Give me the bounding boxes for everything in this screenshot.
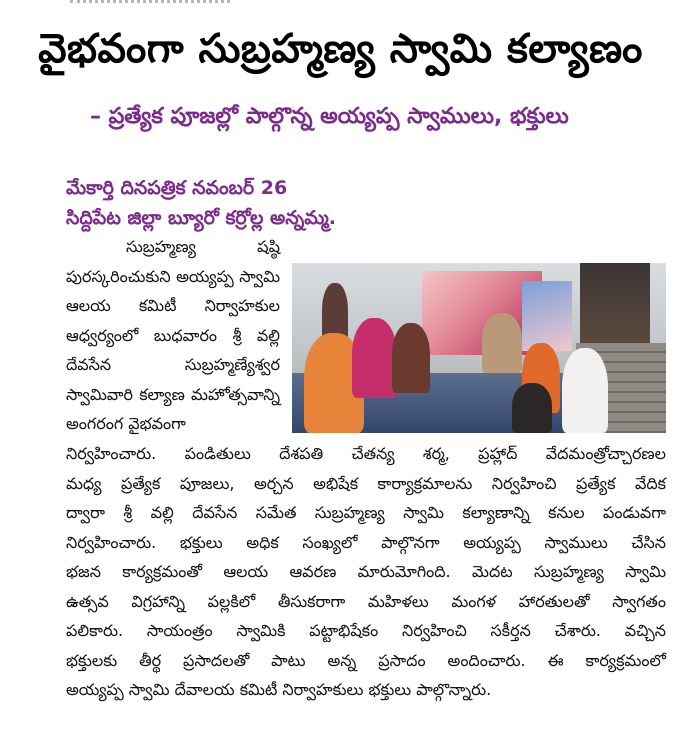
- body-line: నిర్వహించారు. భక్తులు అధిక సంఖ్యలో పాల్గొనగా అయ్యప్ప స్వాములు చేసిన: [66, 532, 666, 552]
- body-line: భజన కార్యక్రమంతో ఆలయ ఆవరణ మారుమోగింది. మెదట సుబ్రహ్మణ్య స్వామి: [66, 562, 666, 581]
- temple-doorway: [580, 263, 650, 343]
- body-line: మధ్య ప్రత్యేక పూజలు, అర్చన అభిషేక కార్యాక్రమాలను నిర్వహించి ప్రత్యేక వేదిక: [66, 473, 666, 493]
- priest-figure: [392, 323, 430, 393]
- deity-banner-secondary: [522, 281, 572, 351]
- subheadline: – ప్రత్యేక పూజల్లో పాల్గొన్న అయ్యప్ప స్వాములు, భక్తులు: [90, 104, 569, 129]
- devotee-figure: [512, 383, 552, 433]
- byline: సిద్దిపేట జిల్లా బ్యూరో కర్రోల్ల అన్నమ్మ.: [66, 207, 337, 229]
- article-body: [66, 439, 666, 705]
- dateline: మేకార్తి దినపత్రిక నవంబర్ 26: [66, 177, 288, 199]
- body-line: భక్తులకు తీర్థ ప్రసాదలతో పాటు అన్న ప్రసాదం అందించారు. ఈ కార్యక్రమంలో: [66, 650, 666, 670]
- body-line: అయ్యప్ప స్వామి దేవాలయ కమిటీ నిర్వాహకులు భక్తులు పాల్గొన్నారు.: [66, 680, 492, 699]
- headline: వైభవంగా సుబ్రహ్మణ్య స్వామి కల్యాణం: [38, 26, 643, 72]
- devotee-figure: [482, 313, 522, 373]
- clipping-edge: [70, 0, 230, 11]
- devotee-figure: [562, 348, 608, 433]
- body-line: నిర్వహించారు. పండితులు దేశపతి చేతన్య శర్మ, ప్రహ్లాద్ వేదమంత్రోచ్చారణల: [66, 444, 666, 463]
- body-line: ఉత్సవ విగ్రహాన్ని పల్లకిలో తీసుకరాగా మహిళలు మంగళ హారతులతో స్వాగతం: [66, 591, 666, 611]
- column-paragraph: సుబ్రహ్మణ్య షష్ఠి పురస్కరించుకుని అయ్యప్ప స్వామి ఆలయ కమిటీ నిర్వాహకుల ఆధ్వర్యంలో బుధవారం శ్రీ వల్లి దేవసేన సుబ్రహ్మణ్యేశ్వర స్వామివారి కల్యాణ మహోత్సవాన్ని అంగరంగ వైభవంగా: [66, 237, 280, 433]
- event-photo: [292, 263, 666, 433]
- devotee-figure: [352, 318, 397, 398]
- body-line: ద్వారా శ్రీ వల్లి దేవసేన సమేత సుబ్రహ్మణ్య స్వామి కల్యాణాన్ని కనుల పండువగా: [66, 503, 666, 522]
- dateline-block: [66, 173, 336, 233]
- body-line: పలికారు. సాయంత్రం స్వామికి పట్టాభిషేకం నిర్వహించి సకీర్తన చేశారు. వచ్చిన: [66, 621, 666, 640]
- column-paragraph-block: [66, 232, 280, 439]
